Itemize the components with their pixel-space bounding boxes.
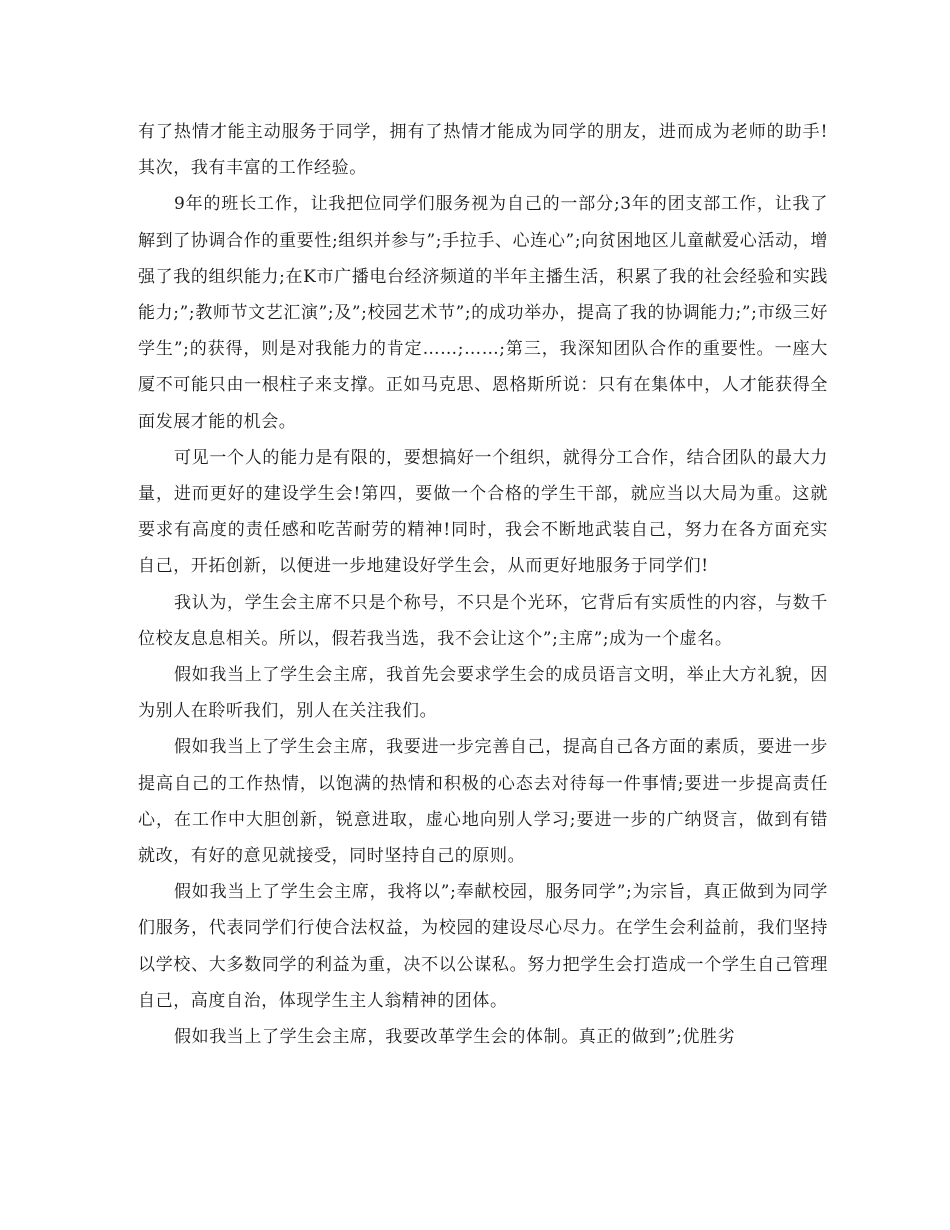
paragraph: 假如我当上了学生会主席，我要改革学生会的体制。真正的做到”;优胜劣 [174, 1027, 736, 1048]
paragraph: 9年的班长工作，让我把位同学们服务视为自己的一部分;3年的团支部工作，让我了解到了协调合作的重要性;组织并参与”;手拉手、心连心”;向贫困地区儿童献爱心活动，增强了我的组织能力;在K市广播电台经济频道的半年主播生活，积累了我的社会经验和实践能力;”;教师节文艺汇演”;及”;校园艺术节”;的成功举办，提高了我的协调能力;”;市级三好学生”;的获得，则是对我能力的肯定……;……;第三，我深知团队合作的重要性。一座大厦不可能只由一根柱子来支撑。正如马克思、恩格斯所说：只有在集体中，人才能获得全面发展才能的机会。 [138, 194, 828, 432]
document-body [138, 114, 828, 1055]
paragraph: 可见一个人的能力是有限的，要想搞好一个组织，就得分工合作，结合团队的最大力量，进而更好的建设学生会!第四，要做一个合格的学生干部，就应当以大局为重。这就要求有高度的责任感和吃苦耐劳的精神!同时，我会不断地武装自己，努力在各方面充实自己，开拓创新，以便进一步地建设好学生会，从而更好地服务于同学们! [138, 447, 828, 577]
paragraph: 假如我当上了学生会主席，我将以”;奉献校园，服务同学”;为宗旨，真正做到为同学们服务，代表同学们行使合法权益，为校园的建设尽心尽力。在学生会利益前，我们坚持以学校、大多数同学的利益为重，决不以公谋私。努力把学生会打造成一个学生自己管理自己，高度自治，体现学生主人翁精神的团体。 [138, 882, 828, 1011]
paragraph: 假如我当上了学生会主席，我要进一步完善自己，提高自己各方面的素质，要进一步提高自己的工作热情，以饱满的热情和积极的心态去对待每一件事情;要进一步提高责任心，在工作中大胆创新，锐意进取，虚心地向别人学习;要进一步的广纳贤言，做到有错就改，有好的意见就接受，同时坚持自己的原则。 [138, 737, 828, 867]
paragraph: 假如我当上了学生会主席，我首先会要求学生会的成员语言文明，举止大方礼貌，因为别人在聆听我们，别人在关注我们。 [138, 665, 828, 722]
paragraph: 我认为，学生会主席不只是个称号，不只是个光环，它背后有实质性的内容，与数千位校友息息相关。所以，假若我当选，我不会让这个”;主席”;成为一个虚名。 [138, 592, 828, 649]
paragraph: 有了热情才能主动服务于同学，拥有了热情才能成为同学的朋友，进而成为老师的助手!其次，我有丰富的工作经验。 [138, 122, 828, 179]
